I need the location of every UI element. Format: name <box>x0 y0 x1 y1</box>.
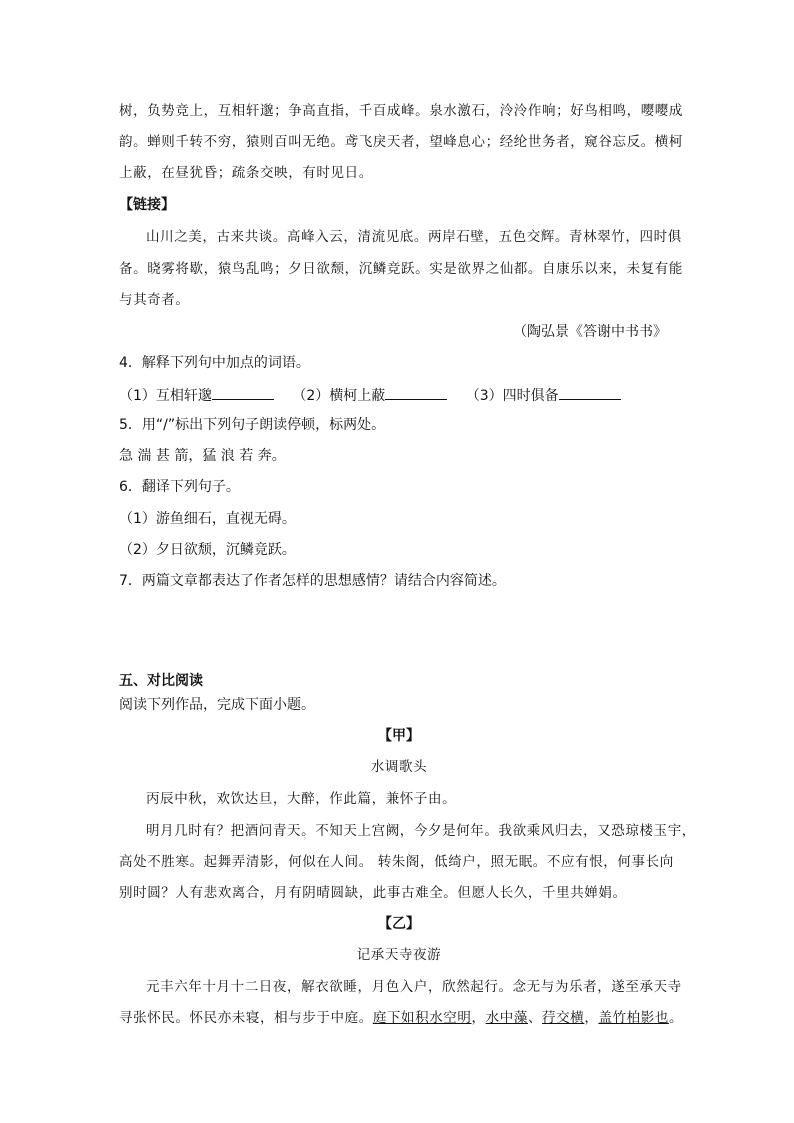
link-heading: 【链接】 <box>119 197 175 213</box>
q4-blank-3[interactable] <box>559 385 621 400</box>
yi-underlined-4: 盖竹柏影也 <box>598 1010 669 1026</box>
q4-blank-1[interactable] <box>212 385 274 400</box>
question-6-item-1: （1）游鱼细石，直视无碍。 <box>119 511 296 527</box>
question-6: 6．翻译下列句子。 <box>119 479 240 495</box>
passage-line-1: 树，负势竞上，互相轩邈；争高直指，千百成峰。泉水激石，泠泠作响；好鸟相鸣，嘤嘤成 <box>119 103 683 119</box>
yi-underlined-1: 庭下如积水空明 <box>372 1010 472 1026</box>
link-source: （陶弘景《答谢中书书》 <box>513 324 667 340</box>
question-4: 4．解释下列句中加点的词语。 <box>119 355 310 371</box>
yi-underlined-2: 水中藻 <box>485 1010 528 1026</box>
yi-underlined-3: 荇交横 <box>542 1010 585 1026</box>
yi-sep-2: 、 <box>527 1010 543 1026</box>
q4-item-3: （3）四时俱备 <box>465 388 559 404</box>
q4-blank-2[interactable] <box>385 385 447 400</box>
q4-item-1: （1）互相轩邈 <box>119 388 212 404</box>
q4-item-2: （2）横柯上蔽 <box>292 388 386 404</box>
jia-line-3: 别时圆？人有悲欢离合，月有阴晴圆缺，此事古难全。但愿人长久，千里共婵娟。 <box>119 885 627 901</box>
link-line-1: 山川之美，古来共谈。高峰入云，清流见底。两岸石壁，五色交辉。青林翠竹，四时俱 <box>146 229 682 245</box>
section-5-instruction: 阅读下列作品，完成下面小题。 <box>119 697 315 713</box>
jia-line-2: 高处不胜寒。起舞弄清影，何似在人间。 转朱阁，低绮户，照无眠。不应有恨，何事长向 <box>119 854 674 870</box>
yi-sep-3: ， <box>584 1010 599 1026</box>
passage-line-3: 上蔽，在昼犹昏；疏条交映，有时见日。 <box>119 165 373 181</box>
question-6-item-2: （2）夕日欲颓，沉鳞竞跃。 <box>119 542 296 558</box>
link-line-3: 与其奇者。 <box>119 292 190 308</box>
yi-line-2 <box>119 1009 684 1027</box>
yi-line-1: 元丰六年十月十二日夜，解衣欲睡，月色入户，欣然起行。念无与为乐者，遂至承天寺 <box>146 979 682 995</box>
question-5-sentence: 急 湍 甚 箭，猛 浪 若 奔。 <box>119 448 286 464</box>
link-line-2: 备。晓雾将歇，猿鸟乱鸣；夕日欲颓，沉鳞竞跃。实是欲界之仙都。自康乐以来，未复有能 <box>119 261 683 277</box>
yi-sep-1: ， <box>471 1010 486 1026</box>
yi-sep-4: 。 <box>668 1010 684 1026</box>
jia-line-1: 明月几时有？把酒问青天。不知天上宫阙，今夕是何年。我欲乘风归去，又恐琼楼玉宇， <box>146 823 696 839</box>
yi-title: 记承天寺夜游 <box>356 947 442 963</box>
question-4-items <box>119 385 679 405</box>
jia-label: 【甲】 <box>378 728 420 744</box>
question-5: 5．用“/”标出下列句子朗读停顿，标两处。 <box>119 417 386 433</box>
section-5-title: 五、对比阅读 <box>119 673 203 689</box>
yi-line-2-plain: 寻张怀民。怀民亦未寝，相与步于中庭。 <box>119 1010 373 1026</box>
question-7: 7．两篇文章都表达了作者怎样的思想感情？请结合内容简述。 <box>119 573 506 589</box>
jia-title: 水调歌头 <box>370 759 428 775</box>
jia-preface: 丙辰中秋，欢饮达旦，大醉，作此篇，兼怀子由。 <box>146 791 457 807</box>
passage-line-2: 韵。蝉则千转不穷，猿则百叫无绝。鸢飞戾天者，望峰息心；经纶世务者，窥谷忘反。横柯 <box>119 134 683 150</box>
yi-label: 【乙】 <box>378 916 420 932</box>
